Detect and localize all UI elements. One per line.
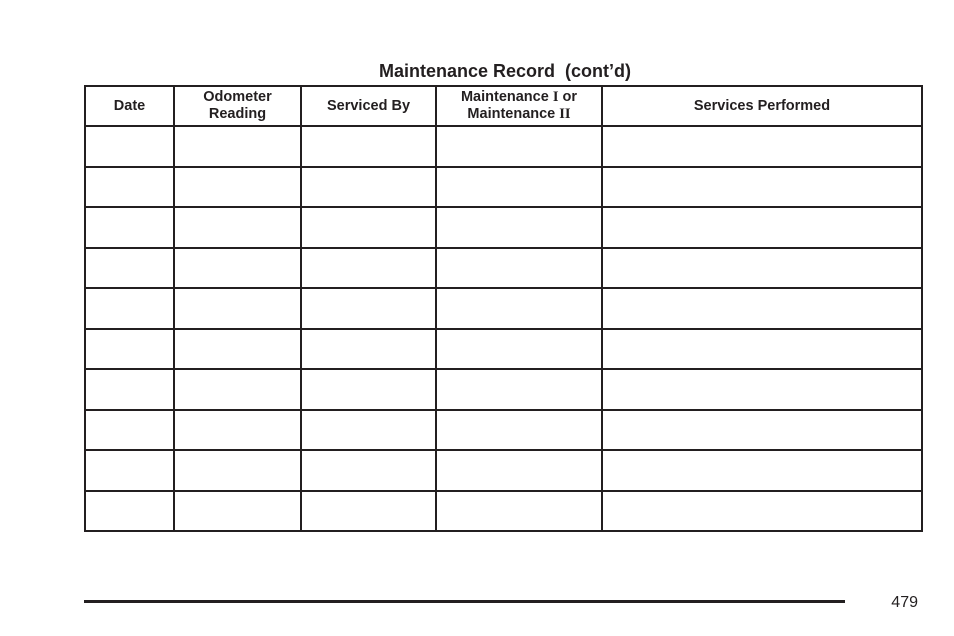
maintenance-record-table <box>84 85 923 532</box>
services-performed-cell <box>602 248 922 289</box>
page-number: 479 <box>891 594 918 611</box>
column-header-serviced-by <box>301 86 436 126</box>
odometer-cell <box>174 450 301 491</box>
services-performed-cell <box>602 410 922 451</box>
table-row <box>85 167 922 208</box>
maint-label-line1-roman: I <box>552 89 559 105</box>
maintenance-type-cell <box>436 288 602 329</box>
serviced-by-cell <box>301 329 436 370</box>
footer-rule <box>84 600 845 603</box>
maint-label-line1-prefix: Maintenance <box>460 89 553 105</box>
serviced-by-cell <box>301 450 436 491</box>
table-row <box>85 126 922 167</box>
odometer-cell <box>174 167 301 208</box>
services-performed-cell <box>602 126 922 167</box>
maintenance-type-cell <box>436 207 602 248</box>
maint-label-line2-prefix: Maintenance <box>467 106 560 122</box>
table-row <box>85 369 922 410</box>
table-row <box>85 248 922 289</box>
column-header-date <box>85 86 174 126</box>
maintenance-type-cell <box>436 410 602 451</box>
services-performed-cell <box>602 207 922 248</box>
odometer-cell <box>174 126 301 167</box>
column-header-services-performed <box>602 86 922 126</box>
serviced-by-cell <box>301 248 436 289</box>
maintenance-type-cell <box>436 329 602 370</box>
serviced-by-cell <box>301 491 436 532</box>
table-row <box>85 207 922 248</box>
odometer-cell <box>174 491 301 532</box>
odometer-cell <box>174 248 301 289</box>
date-cell <box>85 207 174 248</box>
date-cell <box>85 491 174 532</box>
odometer-cell <box>174 369 301 410</box>
table-row <box>85 450 922 491</box>
serviced-by-cell <box>301 207 436 248</box>
column-header-services-performed-label: Services Performed <box>693 97 831 114</box>
date-cell <box>85 288 174 329</box>
maintenance-type-cell <box>436 126 602 167</box>
column-header-date-label: Date <box>113 97 146 114</box>
table-body <box>85 126 922 531</box>
services-performed-cell <box>602 288 922 329</box>
table-row <box>85 491 922 532</box>
table-header-row <box>85 86 922 126</box>
table-row <box>85 329 922 370</box>
column-header-maintenance-type <box>436 86 602 126</box>
page-title: Maintenance Record (cont’d) <box>378 61 632 81</box>
maint-label-line1-suffix: or <box>558 89 578 105</box>
date-cell <box>85 167 174 208</box>
maintenance-type-cell <box>436 450 602 491</box>
column-header-odometer-reading <box>174 86 301 126</box>
services-performed-cell <box>602 491 922 532</box>
services-performed-cell <box>602 369 922 410</box>
maintenance-type-cell <box>436 167 602 208</box>
date-cell <box>85 410 174 451</box>
maint-label-line2-roman: II <box>559 106 571 122</box>
odometer-cell <box>174 410 301 451</box>
odometer-label-line2: Reading <box>208 106 267 122</box>
serviced-by-cell <box>301 126 436 167</box>
date-cell <box>85 369 174 410</box>
services-performed-cell <box>602 167 922 208</box>
serviced-by-cell <box>301 167 436 208</box>
serviced-by-cell <box>301 369 436 410</box>
services-performed-cell <box>602 329 922 370</box>
serviced-by-cell <box>301 410 436 451</box>
services-performed-cell <box>602 450 922 491</box>
maintenance-type-cell <box>436 248 602 289</box>
odometer-label-line1: Odometer <box>203 89 272 105</box>
date-cell <box>85 126 174 167</box>
serviced-by-cell <box>301 288 436 329</box>
table-row <box>85 410 922 451</box>
table-row <box>85 288 922 329</box>
odometer-cell <box>174 329 301 370</box>
date-cell <box>85 329 174 370</box>
date-cell <box>85 248 174 289</box>
date-cell <box>85 450 174 491</box>
maintenance-type-cell <box>436 491 602 532</box>
odometer-cell <box>174 288 301 329</box>
column-header-serviced-by-label: Serviced By <box>326 97 411 114</box>
maintenance-type-cell <box>436 369 602 410</box>
odometer-cell <box>174 207 301 248</box>
